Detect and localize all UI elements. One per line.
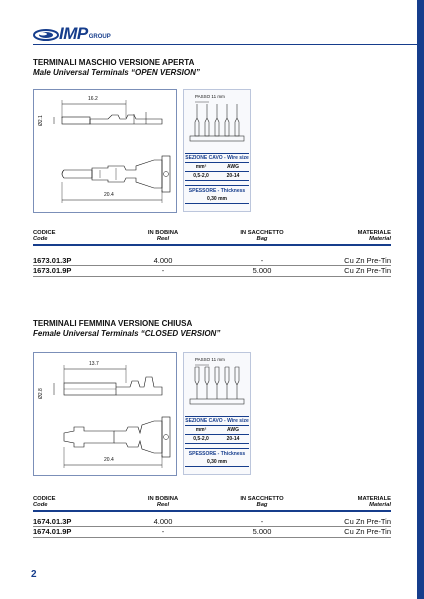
cell-code: 1674.01.9P bbox=[33, 527, 72, 537]
th-code: CODICE bbox=[33, 230, 56, 236]
th-material-en: Material bbox=[369, 502, 391, 508]
section1-table bbox=[33, 230, 391, 277]
logo-group-text: GROUP bbox=[88, 34, 111, 40]
reel-strip-icon bbox=[184, 100, 250, 156]
cell-reel: 4.000 bbox=[153, 255, 173, 265]
table-row bbox=[33, 527, 391, 538]
th-bag: IN SACCHETTO bbox=[240, 230, 284, 236]
cell-bag: 5.000 bbox=[252, 527, 272, 537]
dim-height: Ø2.1 bbox=[38, 115, 44, 126]
logo-swoosh-icon bbox=[33, 24, 59, 42]
cell-material: Cu Zn Pre-Tin bbox=[344, 516, 391, 526]
section1-subtitle: Male Universal Terminals “OPEN VERSION” bbox=[33, 68, 200, 77]
pitch-label: PASSO 11 mm bbox=[195, 94, 225, 99]
cell-bag: 5.000 bbox=[252, 266, 272, 276]
wire-col-awg: AWG bbox=[227, 427, 239, 433]
dim-length-bottom: 20.4 bbox=[104, 457, 114, 463]
thickness-heading: SPESSORE - Thickness bbox=[185, 185, 249, 195]
wire-val-awg: 20-14 bbox=[226, 436, 240, 442]
wire-col-mm2: mm² bbox=[195, 164, 207, 170]
cell-bag: - bbox=[260, 516, 264, 526]
table-row bbox=[33, 517, 391, 528]
wire-col-mm2: mm² bbox=[195, 427, 207, 433]
reel-strip-icon bbox=[184, 363, 250, 419]
thickness-value: 0,30 mm bbox=[185, 195, 249, 204]
dim-length-top: 13.7 bbox=[89, 361, 99, 367]
th-reel: IN BOBINA bbox=[147, 496, 179, 502]
cell-reel: 4.000 bbox=[153, 516, 173, 526]
section2-spec-panel bbox=[183, 352, 251, 475]
cell-material: Cu Zn Pre-Tin bbox=[344, 266, 391, 276]
cell-material: Cu Zn Pre-Tin bbox=[344, 527, 391, 537]
th-code-en: Code bbox=[33, 502, 48, 508]
dim-height: Ø2.8 bbox=[38, 388, 44, 399]
cell-code: 1674.01.3P bbox=[33, 516, 72, 526]
wire-val-mm2: 0,5-2,0 bbox=[193, 436, 209, 442]
th-code: CODICE bbox=[33, 496, 56, 502]
cell-reel: - bbox=[161, 527, 165, 537]
cell-material: Cu Zn Pre-Tin bbox=[344, 255, 391, 265]
th-reel: IN BOBINA bbox=[147, 230, 179, 236]
wire-val-mm2: 0,5-2,0 bbox=[193, 173, 209, 179]
section1-drawing-box bbox=[33, 89, 177, 213]
th-material-en: Material bbox=[369, 236, 391, 242]
header-rule bbox=[33, 44, 417, 45]
wire-size-table bbox=[185, 416, 249, 467]
section2-title: TERMINALI FEMMINA VERSIONE CHIUSA bbox=[33, 319, 193, 328]
thickness-value: 0,30 mm bbox=[185, 458, 249, 467]
dim-length-bottom: 20.4 bbox=[104, 192, 114, 198]
dim-length-top: 16.2 bbox=[88, 96, 98, 102]
cell-bag: - bbox=[260, 255, 264, 265]
section2-subtitle: Female Universal Terminals “CLOSED VERSION” bbox=[33, 329, 221, 338]
cell-code: 1673.01.3P bbox=[33, 255, 72, 265]
th-material: MATERIALE bbox=[357, 230, 391, 236]
imp-group-logo bbox=[33, 22, 111, 42]
cell-reel: - bbox=[161, 266, 165, 276]
wire-col-awg: AWG bbox=[227, 164, 239, 170]
thickness-heading: SPESSORE - Thickness bbox=[185, 448, 249, 458]
wire-size-heading: SEZIONE CAVO - Wire size bbox=[185, 418, 249, 424]
wire-val-awg: 20-14 bbox=[226, 173, 240, 179]
wire-size-table bbox=[185, 153, 249, 204]
table-row bbox=[33, 256, 391, 267]
th-reel-en: Reel bbox=[156, 236, 170, 242]
table-row bbox=[33, 266, 391, 277]
th-bag-en: Bag bbox=[256, 502, 268, 508]
th-reel-en: Reel bbox=[156, 502, 170, 508]
pitch-label: PASSO 11 mm bbox=[195, 357, 225, 362]
th-material: MATERIALE bbox=[357, 496, 391, 502]
th-bag-en: Bag bbox=[256, 236, 268, 242]
side-accent-bar bbox=[417, 0, 424, 599]
section1-title: TERMINALI MASCHIO VERSIONE APERTA bbox=[33, 58, 195, 67]
wire-size-heading: SEZIONE CAVO - Wire size bbox=[185, 155, 249, 161]
logo-text: IMP bbox=[59, 24, 88, 43]
th-bag: IN SACCHETTO bbox=[240, 496, 284, 502]
section2-drawing-box bbox=[33, 352, 177, 476]
section2-table bbox=[33, 496, 391, 538]
cell-code: 1673.01.9P bbox=[33, 266, 72, 276]
th-code-en: Code bbox=[33, 236, 48, 242]
section1-spec-panel bbox=[183, 89, 251, 212]
page-number: 2 bbox=[31, 569, 37, 580]
